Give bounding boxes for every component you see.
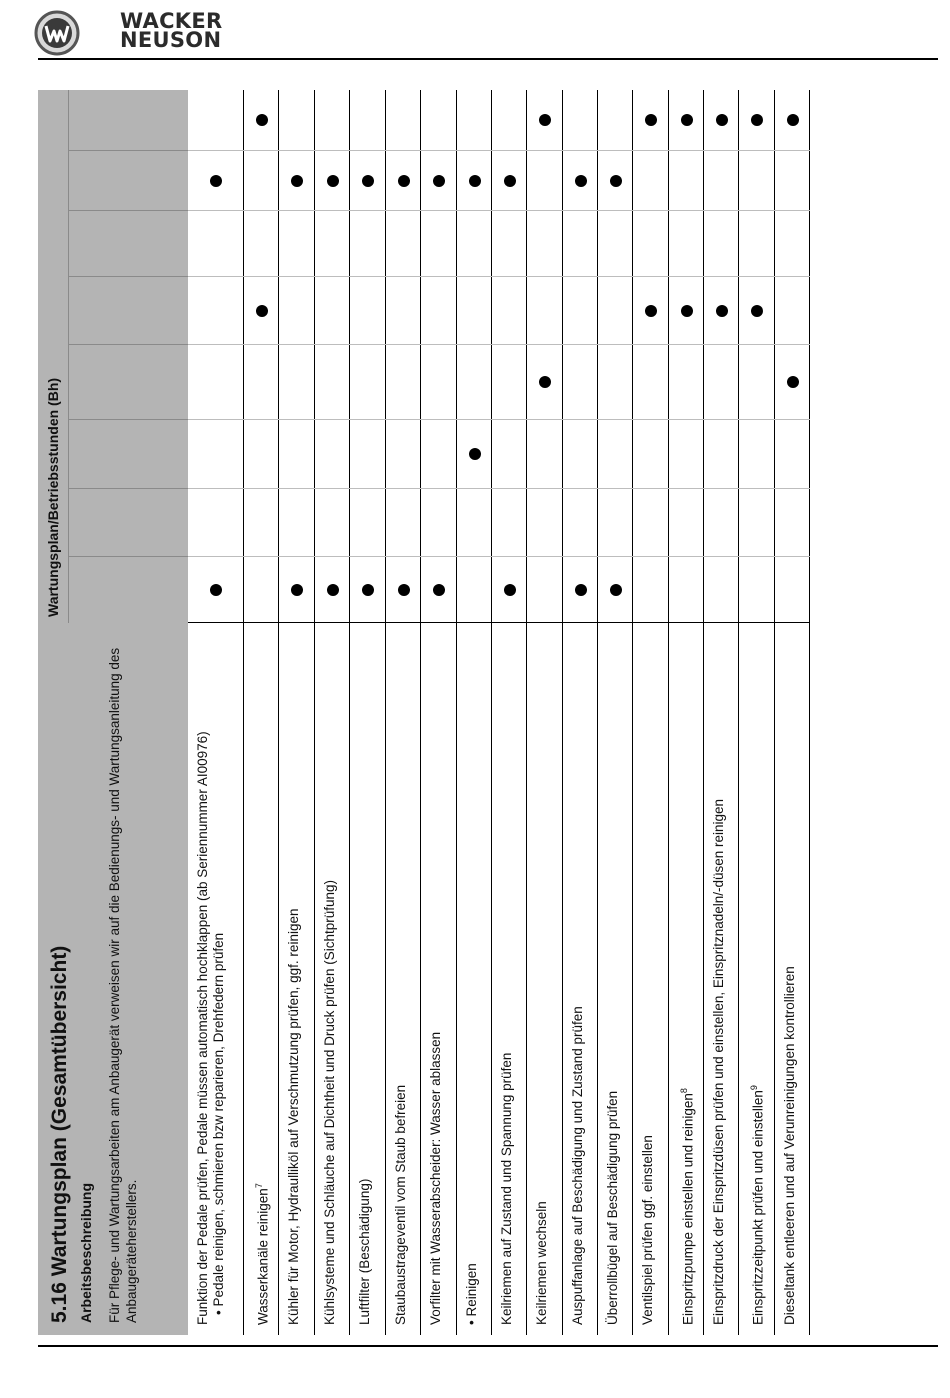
interval-mark <box>469 175 481 187</box>
interval-mark <box>362 584 374 596</box>
section-title: 5.16 Wartungsplan (Gesamtübersicht) <box>48 945 71 1323</box>
schedule-title: Wartungsplan/Betriebsstunden (Bh) <box>45 377 61 617</box>
interval-header-divider <box>68 344 188 345</box>
task-description <box>251 635 272 1325</box>
interval-mark <box>327 584 339 596</box>
interval-mark <box>575 175 587 187</box>
task-text: Vorfilter mit Wasserabscheider: Wasser ablassen <box>428 1031 443 1325</box>
task-description <box>464 635 480 1325</box>
interval-mark <box>751 305 763 317</box>
task-description <box>195 635 227 1325</box>
interval-mark <box>610 584 622 596</box>
column-divider <box>188 344 810 345</box>
column-divider <box>188 150 810 151</box>
brand-wordmark <box>120 9 223 52</box>
footnote-reference: 7 <box>254 1183 264 1189</box>
interval-mark <box>362 175 374 187</box>
brand-line-1: WACKER <box>120 9 223 33</box>
interval-mark <box>291 584 303 596</box>
task-text: Auspuffanlage auf Beschädigung und Zustand prüfen <box>570 1006 585 1325</box>
task-text: Keilriemen auf Zustand und Spannung prüfen <box>499 1052 514 1325</box>
column-divider <box>188 210 810 211</box>
task-description <box>782 635 798 1325</box>
footer-rule <box>38 1345 938 1347</box>
interval-mark <box>681 305 693 317</box>
interval-mark <box>787 377 799 389</box>
footnote-reference: 8 <box>679 1088 689 1094</box>
column-divider <box>188 622 810 623</box>
task-description <box>676 635 697 1325</box>
task-text: • Reinigen <box>464 1263 479 1325</box>
task-text: Wasserkanäle reinigen <box>255 1188 271 1325</box>
task-text: Keilriemen wechseln <box>534 1201 549 1325</box>
interval-mark <box>398 584 410 596</box>
task-text: Einspritzdruck der Einspritzdüsen prüfen und einstellen, Einspritznadeln/-düsen reinigen <box>711 798 726 1325</box>
interval-mark <box>504 584 516 596</box>
interval-mark <box>681 115 693 127</box>
maintenance-table <box>38 90 818 1335</box>
column-divider <box>188 488 810 489</box>
interval-mark <box>291 175 303 187</box>
column-heading-description: Arbeitsbeschreibung <box>78 1182 94 1323</box>
interval-header-divider <box>68 210 188 211</box>
task-description <box>322 635 338 1325</box>
interval-mark <box>398 175 410 187</box>
task-text: Einspritzpumpe einstellen und reinigen <box>680 1093 696 1325</box>
task-description <box>286 635 302 1325</box>
task-description <box>393 635 409 1325</box>
column-divider <box>188 419 810 420</box>
task-description <box>640 635 656 1325</box>
task-text: Einspritzzeitpunkt prüfen und einstellen <box>750 1090 766 1325</box>
task-description <box>605 635 621 1325</box>
task-description <box>357 635 373 1325</box>
interval-header-divider <box>68 419 188 420</box>
interval-mark <box>504 175 516 187</box>
interval-mark <box>210 175 222 187</box>
interval-mark <box>433 584 445 596</box>
interval-mark <box>610 175 622 187</box>
task-text: Kühlsysteme und Schläuche auf Dichtheit und Druck prüfen (Sichtprüfung) <box>322 880 337 1325</box>
column-divider <box>188 276 810 277</box>
interval-mark <box>575 584 587 596</box>
wacker-neuson-logo-icon <box>34 10 80 56</box>
task-text: Ventilspiel prüfen ggf. einstellen <box>640 1135 655 1325</box>
task-text: Luftfilter (Beschädigung) <box>357 1178 372 1325</box>
section-note: Für Pflege- und Wartungsarbeiten am Anbaugerät verweisen wir auf die Bedienungs- und Wartungsanleitung des Anbaugeräteherstellers. <box>107 647 139 1323</box>
interval-mark <box>256 115 268 127</box>
task-description <box>499 635 515 1325</box>
interval-mark <box>256 305 268 317</box>
interval-mark <box>327 175 339 187</box>
task-subtext: • Pedale reinigen, schmieren bzw reparieren, Drehfedern prüfen <box>211 932 226 1315</box>
header-rule <box>38 58 938 60</box>
task-text: Überrollbügel auf Beschädigung prüfen <box>605 1090 620 1325</box>
task-text: Staubaustrageventil vom Staub befreien <box>393 1084 408 1325</box>
interval-header-divider <box>68 150 188 151</box>
task-text: Dieseltank entleeren und auf Verunreinigungen kontrollieren <box>782 966 797 1325</box>
task-description <box>428 635 444 1325</box>
interval-header-divider <box>68 276 188 277</box>
task-description <box>746 635 767 1325</box>
interval-header-divider <box>68 488 188 489</box>
task-text: Funktion der Pedale prüfen, Pedale müssen automatisch hochklappen (ab Seriennummer AI00976) <box>195 731 210 1325</box>
interval-mark <box>716 305 728 317</box>
interval-mark <box>787 115 799 127</box>
interval-mark <box>210 584 222 596</box>
interval-mark <box>645 305 657 317</box>
brand-line-2: NEUSON <box>120 28 222 52</box>
task-description <box>534 635 550 1325</box>
task-description <box>711 635 727 1325</box>
interval-mark <box>469 449 481 461</box>
description-header <box>38 623 188 1335</box>
interval-header-divider <box>68 556 188 557</box>
schedule-header-divider <box>68 90 69 623</box>
interval-mark <box>716 115 728 127</box>
column-divider <box>188 556 810 557</box>
interval-mark <box>433 175 445 187</box>
footnote-reference: 9 <box>749 1085 759 1091</box>
task-description <box>570 635 586 1325</box>
task-text: Kühler für Motor, Hydraulliköl auf Verschmutzung prüfen, ggf. reinigen <box>286 908 301 1325</box>
